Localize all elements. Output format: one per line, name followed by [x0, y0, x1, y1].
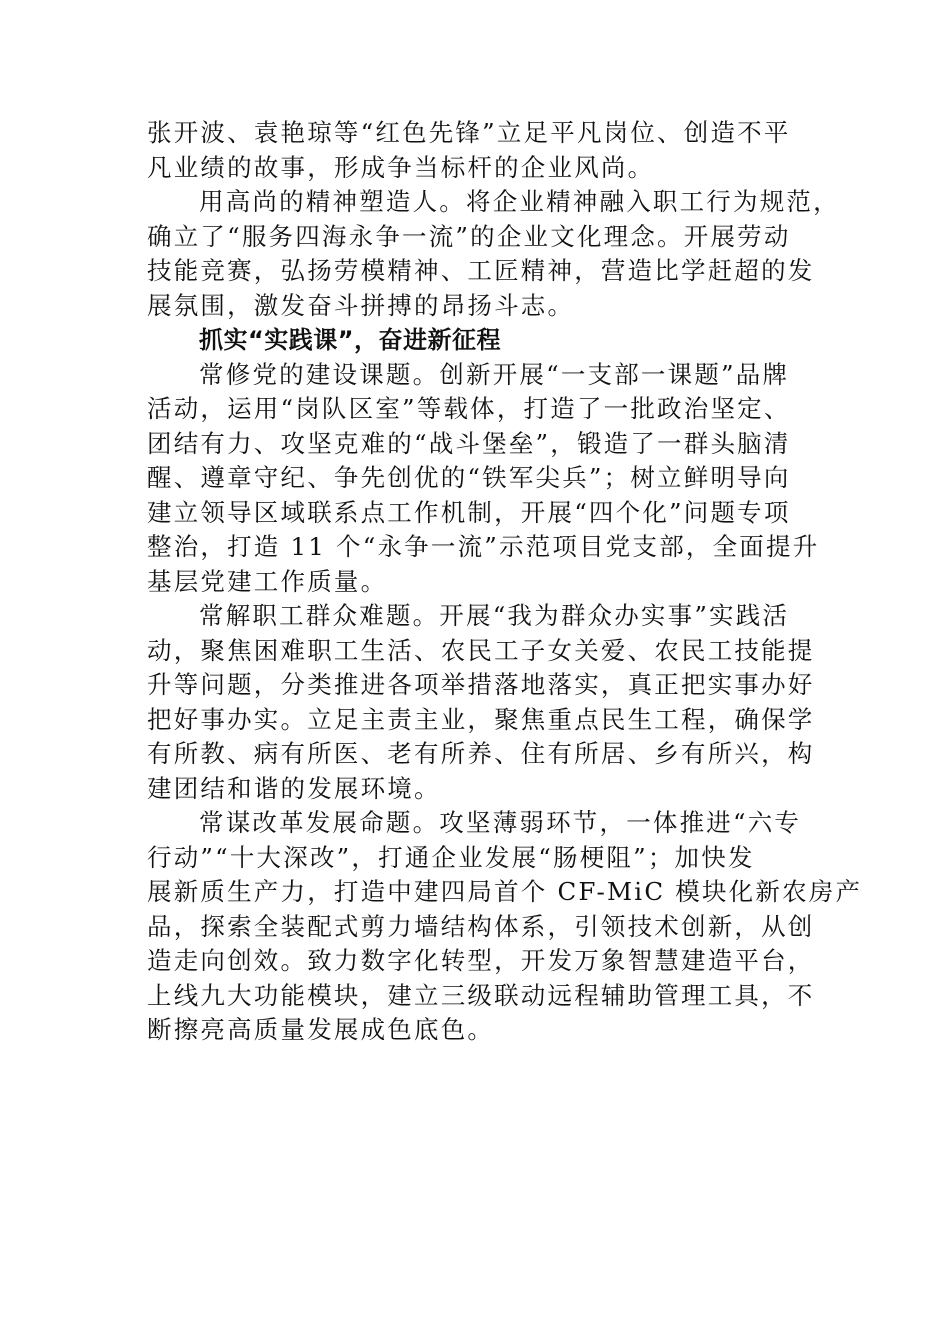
paragraph-line: 升等问题，分类推进各项举措落地落实，真正把实事办好 [147, 670, 815, 699]
paragraph-line: 基层党建工作质量。 [147, 566, 388, 596]
paragraph-line: 醒、遵章守纪、争先创优的“铁军尖兵”；树立鲜明导向 [147, 463, 791, 492]
paragraph-line: 动，聚焦困难职工生活、农民工子女关爱、农民工技能提 [147, 635, 815, 665]
paragraph-line: 常谋改革发展命题。攻坚薄弱环节，一体推进“六专 [199, 808, 802, 837]
paragraph-line: 品，探索全装配式剪力墙结构体系，引领技术创新，从创 [147, 911, 815, 941]
heading-text: 抓实“实践课”，奋进新征程 [199, 326, 502, 354]
paragraph-line: 常修党的建设课题。创新开展“一支部一课题”品牌 [199, 359, 790, 389]
paragraph-line: 活动，运用“岗队区室”等载体，打造了一批政治坚定、 [147, 394, 791, 423]
body-paragraph [147, 358, 820, 600]
paragraph-line: 上线九大功能模块，建立三级联动远程辅助管理工具，不 [147, 980, 815, 1010]
body-paragraph [147, 185, 840, 323]
section-heading [147, 323, 807, 358]
paragraph-line: 断擦亮高质量发展成色底色。 [147, 1015, 495, 1044]
paragraph-line: 造走向创效。致力数字化转型，开发万象智慧建造平台， [147, 946, 815, 975]
paragraph-line: 行动”“十大深改”，打通企业发展“肠梗阻”；加快发 [147, 842, 755, 872]
paragraph-line: 技能竞赛，弘扬劳模精神、工匠精神，营造比学赶超的发 [147, 256, 815, 285]
paragraph-line: 用高尚的精神塑造人。将企业精神融入职工行为规范， [199, 187, 840, 216]
body-paragraph [147, 116, 807, 185]
paragraph-line: 建立领导区域联系点工作机制，开展“四个化”问题专项 [147, 497, 791, 527]
paragraph-line: 确立了“服务四海永争一流”的企业文化理念。开展劳动 [147, 221, 791, 251]
body-paragraph [147, 806, 863, 1048]
paragraph-line: 整治，打造 11 个“永争一流”示范项目党支部，全面提升 [147, 532, 820, 561]
paragraph-line: 团结有力、攻坚克难的“战斗堡垒”，锻造了一群头脑清 [147, 428, 791, 458]
paragraph-line: 把好事办实。立足主责主业，聚焦重点民生工程，确保学 [147, 704, 815, 734]
paragraph-line: 有所教、病有所医、老有所养、住有所居、乡有所兴，构 [147, 739, 815, 768]
paragraph-line: 张开波、袁艳琼等“红色先锋”立足平凡岗位、创造不平 [147, 118, 791, 147]
paragraph-line: 常解职工群众难题。开展“我为群众办实事”实践活 [199, 601, 790, 630]
paragraph-line: 建团结和谐的发展环境。 [147, 773, 441, 803]
paragraph-line: 展氛围，激发奋斗拼搏的昂扬斗志。 [147, 290, 575, 320]
paragraph-line: 凡业绩的故事，形成争当标杆的企业风尚。 [147, 152, 655, 182]
paragraph-line: 展新质生产力，打造中建四局首个 CF-MiC 模块化新农房产 [147, 877, 863, 906]
document-body [147, 116, 863, 1048]
body-paragraph [147, 599, 815, 806]
